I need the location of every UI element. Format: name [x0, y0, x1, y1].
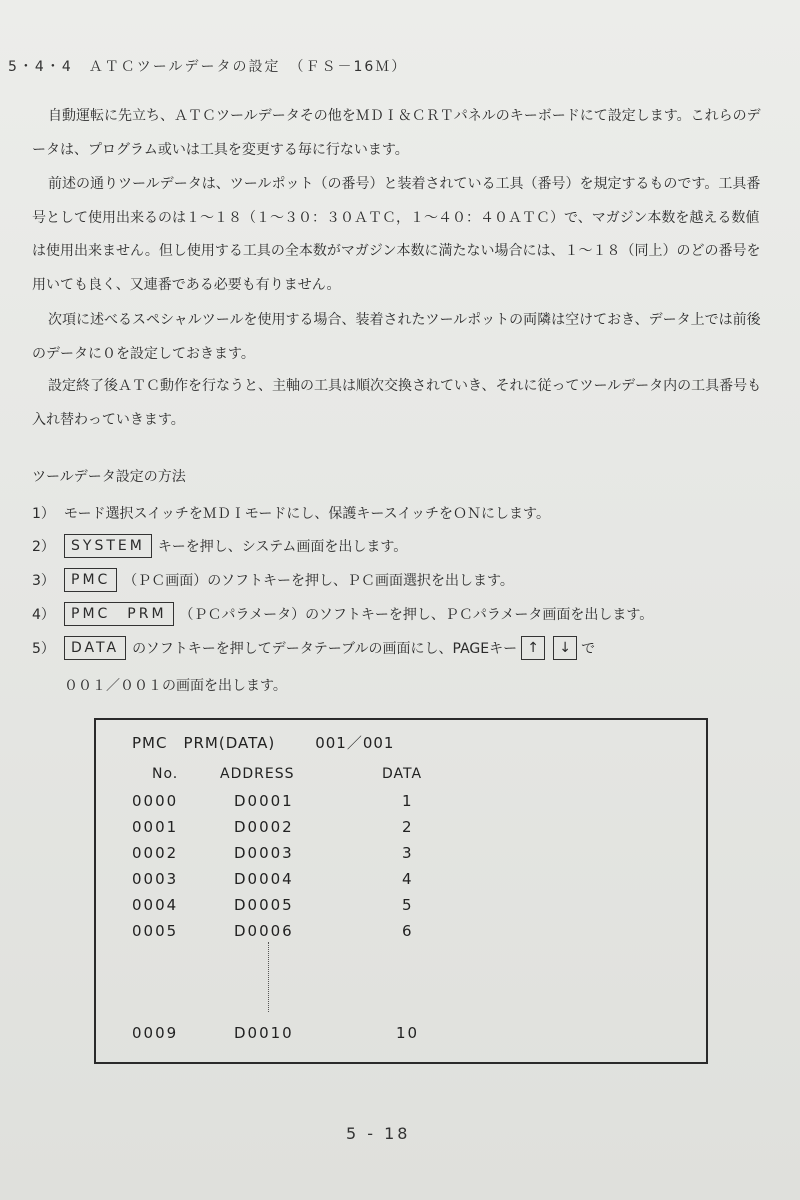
table-row [96, 896, 706, 922]
table-row [96, 844, 706, 870]
step-2 [32, 533, 407, 559]
row-address: D0005 [234, 896, 294, 914]
pmc-data-screen [94, 718, 708, 1064]
row-data: 1 [402, 792, 414, 810]
step-number: 3） [32, 573, 55, 589]
row-address: D0002 [234, 818, 294, 836]
step-text-after: で [581, 641, 596, 657]
table-row [96, 922, 706, 948]
row-address: D0006 [234, 922, 294, 940]
step-number: 1） [32, 506, 55, 522]
table-row [96, 870, 706, 896]
row-no: 0005 [132, 922, 179, 940]
row-data: 3 [402, 844, 414, 862]
step-3 [32, 567, 514, 593]
screen-title-text: PMC PRM(DATA) [132, 734, 276, 752]
row-no: 0000 [132, 792, 179, 810]
step-text: （ＰＣ画面）のソフトキーを押し、ＰＣ画面選択を出します。 [123, 573, 514, 589]
data-key: DATA [64, 636, 126, 660]
pmc-prm-key: PMC PRM [64, 602, 174, 626]
pmc-key: PMC [64, 568, 117, 592]
step-text: のソフトキーを押してデータテーブルの画面にし、PAGEキー [132, 641, 518, 657]
paragraph-2 [32, 168, 767, 302]
step-5 [32, 635, 595, 661]
row-address: D0001 [234, 792, 294, 810]
paragraph-4 [32, 370, 767, 437]
row-data: 6 [402, 922, 414, 940]
step-text: モード選択スイッチをＭＤＩモードにし、保護キースイッチをＯＮにします。 [64, 506, 550, 522]
row-data: 2 [402, 818, 414, 836]
step-number: 4） [32, 607, 55, 623]
paragraph-3 [32, 304, 767, 371]
col-header-data: DATA [382, 766, 423, 782]
row-data: 5 [402, 896, 414, 914]
col-header-address: ADDRESS [220, 766, 295, 782]
paragraph-1-text: 自動運転に先立ち、ＡＴＣツールデータその他をＭＤＩ＆ＣＲＴパネルのキーボードにて設定します。これらのデータは、プログラム或いは工具を変更する毎に行ないます。 [32, 108, 761, 158]
paragraph-4-text: 設定終了後ＡＴＣ動作を行なうと、主軸の工具は順次交換されていき、それに従ってツールデータ内の工具番号も入れ替わっていきます。 [32, 378, 762, 428]
page-number: 5 - 18 [346, 1124, 411, 1143]
page-down-arrow-icon: ↓ [553, 636, 577, 660]
screen-page: 001／001 [315, 734, 395, 752]
row-no: 0009 [132, 1024, 179, 1042]
table-row-last [96, 1024, 706, 1050]
row-address: D0010 [234, 1024, 294, 1042]
method-heading: ツールデータ設定の方法 [32, 469, 186, 485]
step-4 [32, 601, 653, 627]
step-1 [32, 500, 550, 526]
row-address: D0003 [234, 844, 294, 862]
step-5-continuation: ００１／００１の画面を出します。 [64, 678, 287, 694]
ellipsis-dots [268, 942, 269, 1012]
section-heading: 5・4・4 ＡＴＣツールデータの設定 （ＦＳ－16Ｍ） [8, 59, 408, 75]
page-up-arrow-icon: ↑ [521, 636, 545, 660]
row-no: 0004 [132, 896, 179, 914]
paragraph-3-text: 次項に述べるスペシャルツールを使用する場合、装着されたツールポットの両隣は空けておき、データ上では前後のデータに０を設定しておきます。 [32, 312, 761, 362]
system-key: SYSTEM [64, 534, 152, 558]
row-no: 0002 [132, 844, 179, 862]
paragraph-1 [32, 100, 767, 167]
screen-title [132, 732, 394, 753]
table-row [96, 818, 706, 844]
table-row [96, 792, 706, 818]
row-no: 0003 [132, 870, 179, 888]
row-no: 0001 [132, 818, 179, 836]
step-number: 2） [32, 539, 55, 555]
paragraph-2-text: 前述の通りツールデータは、ツールポット（の番号）と装着されている工具（番号）を規定するものです。工具番号として使用出来るのは１～１８（１～３０：３０ＡＴＣ，１～４０：４０ＡＴＣ）で、マガジン本数を越える数値は使用出来ません。但し使用する工具の全本数がマガジン本数に満たない場合には、１～１８（同上）のどの番号を用いても良く、又連番である必要も有りません。 [32, 176, 761, 293]
step-number: 5） [32, 641, 55, 657]
row-data: 10 [396, 1024, 420, 1042]
row-data: 4 [402, 870, 414, 888]
col-header-no: No. [152, 766, 179, 782]
step-text: （ＰＣパラメータ）のソフトキーを押し、ＰＣパラメータ画面を出します。 [179, 607, 654, 623]
step-text: キーを押し、システム画面を出します。 [157, 539, 408, 555]
row-address: D0004 [234, 870, 294, 888]
